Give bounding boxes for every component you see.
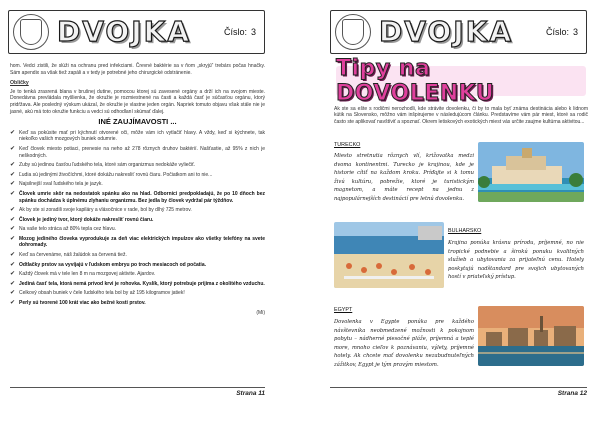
section-title-egypt: EGYPT [334, 307, 353, 313]
fact-item [10, 207, 265, 214]
checkmark-icon: ✔ [10, 145, 16, 152]
fact-item [10, 146, 265, 159]
subsection-paragraph: Je to tenká zrasrená blana v brušnej dutine, pomocou ktorej sú zavesené orgány a drží ich na svojom mieste. Donedávna prevládala myšlienka, že okružie je rozmiestnené na časti a každá časť je súčasťou orgánu, ktorý pridŕžava. Ale posledný výskum ukázal, že okružie je vlastne jeden orgán. Napriek tomuto objavu však stále nie je jasné, akú má toto okružie funkciu a vedci sú odhodlaní skúmať ďalej. [10, 88, 265, 115]
issue-number [546, 27, 578, 37]
fact-item [10, 181, 265, 188]
checkmark-icon: ✔ [10, 290, 16, 297]
checkmark-icon: ✔ [10, 207, 16, 214]
fact-item [10, 162, 265, 169]
magazine-logo: DVOJKA [57, 15, 192, 48]
fact-text: Keď sa červenáme, náš žalúdok sa červená tiež. [19, 252, 127, 259]
issue-label: Číslo: [545, 27, 569, 37]
fact-item [10, 217, 265, 224]
article-banner [336, 56, 586, 106]
checkmark-icon: ✔ [10, 162, 16, 169]
egypt-city-photo [478, 306, 584, 366]
issue-value: 3 [250, 27, 256, 37]
fact-text: Jediná časť tela, ktorá nemá prívod krvi je rohovka. Kyslík, ktorý potrebuje prijíma z okolitého vzduchu. [19, 280, 265, 287]
section-text-bulharsko: Krajina ponúka krásnu prírodu, príjemné, no nie tropické podnebie a širokú ponuku kvalitných služieb a ubytovania za prijateľnú cenu. Hotely poskytujú nadštandard pre svojich ubytovaných hostí v priateľský prístup. [448, 240, 584, 281]
facts-title: INÉ ZAUJÍMAVOSTI ... [98, 117, 177, 127]
page-right [300, 0, 600, 424]
checkmark-icon: ✔ [10, 271, 16, 278]
section-title-bulharsko: BULHARSKO [448, 228, 482, 234]
fact-item [10, 130, 265, 143]
issue-value: 3 [572, 27, 578, 37]
fact-item [10, 226, 265, 233]
fact-text: Každý človek má v tele len 8 m na mozgovej aktivite. Ajardov. [19, 271, 156, 278]
page-footer: Strana 12 [330, 387, 587, 396]
checkmark-icon: ✔ [10, 216, 16, 223]
bulgaria-beach-photo [334, 222, 444, 288]
fact-text: Zuby sú jedinou časťou ľudského tela, ktoré sám organizmus nedokáže vyliečiť. [19, 162, 196, 169]
fact-text: Človek je jediný tvor, ktorý dokáže nakresliť rovnú čiaru. [19, 216, 154, 223]
checkmark-icon: ✔ [10, 190, 16, 197]
checkmark-icon: ✔ [10, 261, 16, 268]
school-crest-icon [335, 14, 371, 50]
section-text-turecko: Miesto stretnutia rôznych vlí, križovatka medzi dvoma kontinentmi. Turecko je krajinou, kde je historie cítiť na každom kroku. Príďajte si k tomu živú kultúru, pobrežie, ktoré je turistickým magnetom, a máte recept na jednu z najpopulárnejších destinácií pre letnú dovolenku. [334, 153, 474, 202]
turkey-resort-photo [478, 142, 584, 202]
fact-item [10, 290, 265, 297]
fact-item [10, 252, 265, 259]
fact-item [10, 236, 265, 249]
fact-item [10, 300, 265, 307]
fact-text: Človek umrie skôr na nedostatok spánku ako na hlad. Odborníci predpokladajú, že po 10 dňoch bez spánku dochádza k úplnému zlyhaniu organizmu. Bez jedla by človek vydržal pár týždňov. [19, 190, 265, 204]
fact-text: Perly sú tvorené 100 krát viac ako bežné kosti prstov. [19, 300, 146, 307]
checkmark-icon: ✔ [10, 181, 16, 188]
fact-item [10, 191, 265, 204]
intro-paragraph: Ak ste sa ešte s rodičmi nerozhodli, kde strávite dovolenku, či by to mala byť známa destinácia alebo k lidnom kútik na Slovensko, môžno vám inšpirujeme v následujúcom článku. Predstavíme vám pár miest, ktoré sa rodič často ste aplikovať navštíviť a spoznať. Okrem letiskových exotických miest vás určite zaujme kultúrna aktivitou... [334, 106, 588, 125]
fact-text: Na vaše telo stráca až 80% tepla cez hlavu. [19, 226, 116, 233]
fact-text: Mozog jediného človeka vyprodukuje za deň viac elektrických impulzov ako všetky telefóny na svete dohromady. [19, 235, 265, 249]
issue-number [224, 27, 256, 37]
checkmark-icon: ✔ [10, 235, 16, 242]
banner-title: Tipy na DOVOLENKU [336, 56, 495, 106]
checkmark-icon: ✔ [10, 226, 16, 233]
fact-item [10, 281, 265, 288]
fact-text: Najsilnejší sval ľudského tela je jazyk. [19, 181, 103, 188]
fact-text: Keď sa pokúsite mať pri kýchnutí otvorené oči, môže vám ich vytlačiť hlavy. A vždy, keď si kýchnete, tak niekoľko vašich mozgových buniek odumrie. [19, 129, 265, 143]
checkmark-icon: ✔ [10, 129, 16, 136]
section-title-turecko: TURECKO [334, 142, 361, 148]
header-box [330, 10, 587, 54]
facts-list [10, 130, 265, 307]
school-crest-icon [13, 14, 49, 50]
checkmark-icon: ✔ [10, 171, 16, 178]
fact-text: Celkový obsah buniek v čele ľudského tela bol by až 195 kilogramov jatiek! [19, 290, 185, 297]
fact-text: Ľudia sú jedinými živočíchmi, ktoré dokážu nakresliť rovnú čiaru. Počiatkom ani to nie... [19, 171, 213, 178]
header-box [8, 10, 265, 54]
section-text-egypt: Dovolenka v Egypte ponúka pre každého návštevníka neobmedzené možnosti k pokojnom pobytu – nádherné piesočné pláže, príjemná a teplé more, mnoho cieľov k poznávaniu, výlety, príjemné hotely. Ak chcete mať dovolenku nezabudnuteľných zážitkov, Egypt je tým pravým miestom. [334, 319, 474, 368]
checkmark-icon: ✔ [10, 300, 16, 307]
fact-item [10, 172, 265, 179]
checkmark-icon: ✔ [10, 252, 16, 259]
fact-text: Odtlačky prstov sa vyvíjajú v ľudskom embryu po troch mesiacoch od počatia. [19, 261, 206, 268]
fact-item [10, 262, 265, 269]
checkmark-icon: ✔ [10, 280, 16, 287]
issue-label: Číslo: [223, 27, 247, 37]
fact-text: Keď človek miesto potiaci, prenesie na neho až 278 rôznych druhov baktérií. Našťastie, až 95% z nich je neškodných. [19, 145, 265, 159]
page-footer: Strana 11 [10, 387, 265, 396]
magazine-logo: DVOJKA [379, 15, 514, 48]
subsection-title: Obličky [10, 80, 29, 87]
intro-paragraph: hom. Vedci zistili, že slúži na ochranu pred infekciami. Črevné baktérie sa v ňom „skryjú“ trebárs počas hnačky. Sám apendix sa však tiež zapáli a v tedy je potrebné jeho chirurgické odstránenie. [10, 63, 265, 76]
fact-text: Ak by ste si zoradili svoje kapiláry a vlásočnice v rade, bol by dlhý 725 metrov. [19, 207, 192, 214]
fact-item [10, 271, 265, 278]
article-body [10, 63, 265, 316]
author-signature: (Mi) [256, 309, 265, 316]
